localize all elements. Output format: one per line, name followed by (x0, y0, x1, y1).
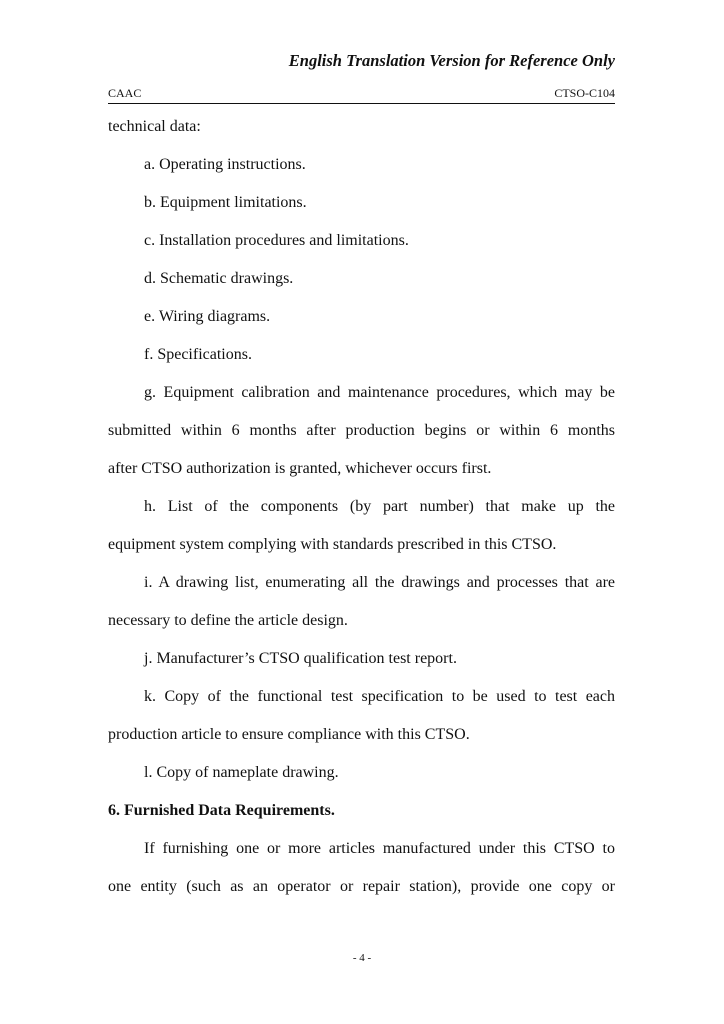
text-line: after CTSO authorization is granted, whichever occurs first. (108, 460, 492, 477)
text-line: a. Operating instructions. (144, 156, 306, 173)
text-line: submitted within 6 months after production begins or within 6 months (108, 422, 615, 439)
text-line: j. Manufacturer’s CTSO qualification test report. (144, 650, 457, 667)
text-line: f. Specifications. (144, 346, 252, 363)
text-line: i. A drawing list, enumerating all the drawings and processes that are (144, 574, 615, 591)
header-left: CAAC (108, 86, 142, 100)
text-line: h. List of the components (by part number) that make up the (144, 498, 615, 515)
text-line: g. Equipment calibration and maintenance procedures, which may be (144, 384, 615, 401)
text-line: one entity (such as an operator or repair station), provide one copy or (108, 878, 615, 895)
text-line: d. Schematic drawings. (144, 270, 294, 287)
page-number: - 4 - (352, 952, 372, 964)
text-line: If furnishing one or more articles manufactured under this CTSO to (144, 840, 615, 857)
text-line: technical data: (108, 118, 201, 135)
text-line: l. Copy of nameplate drawing. (144, 764, 339, 781)
text-line: production article to ensure compliance with this CTSO. (108, 726, 470, 743)
document-body (108, 108, 615, 906)
text-line: necessary to define the article design. (108, 612, 348, 629)
text-line: c. Installation procedures and limitations. (144, 232, 409, 249)
text-line: equipment system complying with standards prescribed in this CTSO. (108, 536, 557, 553)
header-right: CTSO-C104 (554, 86, 615, 100)
text-line: k. Copy of the functional test specification to be used to test each (144, 688, 615, 705)
section-heading: 6. Furnished Data Requirements. (108, 802, 335, 819)
header-banner: English Translation Version for Reference Only (288, 51, 615, 70)
text-line: b. Equipment limitations. (144, 194, 307, 211)
text-line: e. Wiring diagrams. (144, 308, 271, 325)
running-header (108, 86, 615, 104)
